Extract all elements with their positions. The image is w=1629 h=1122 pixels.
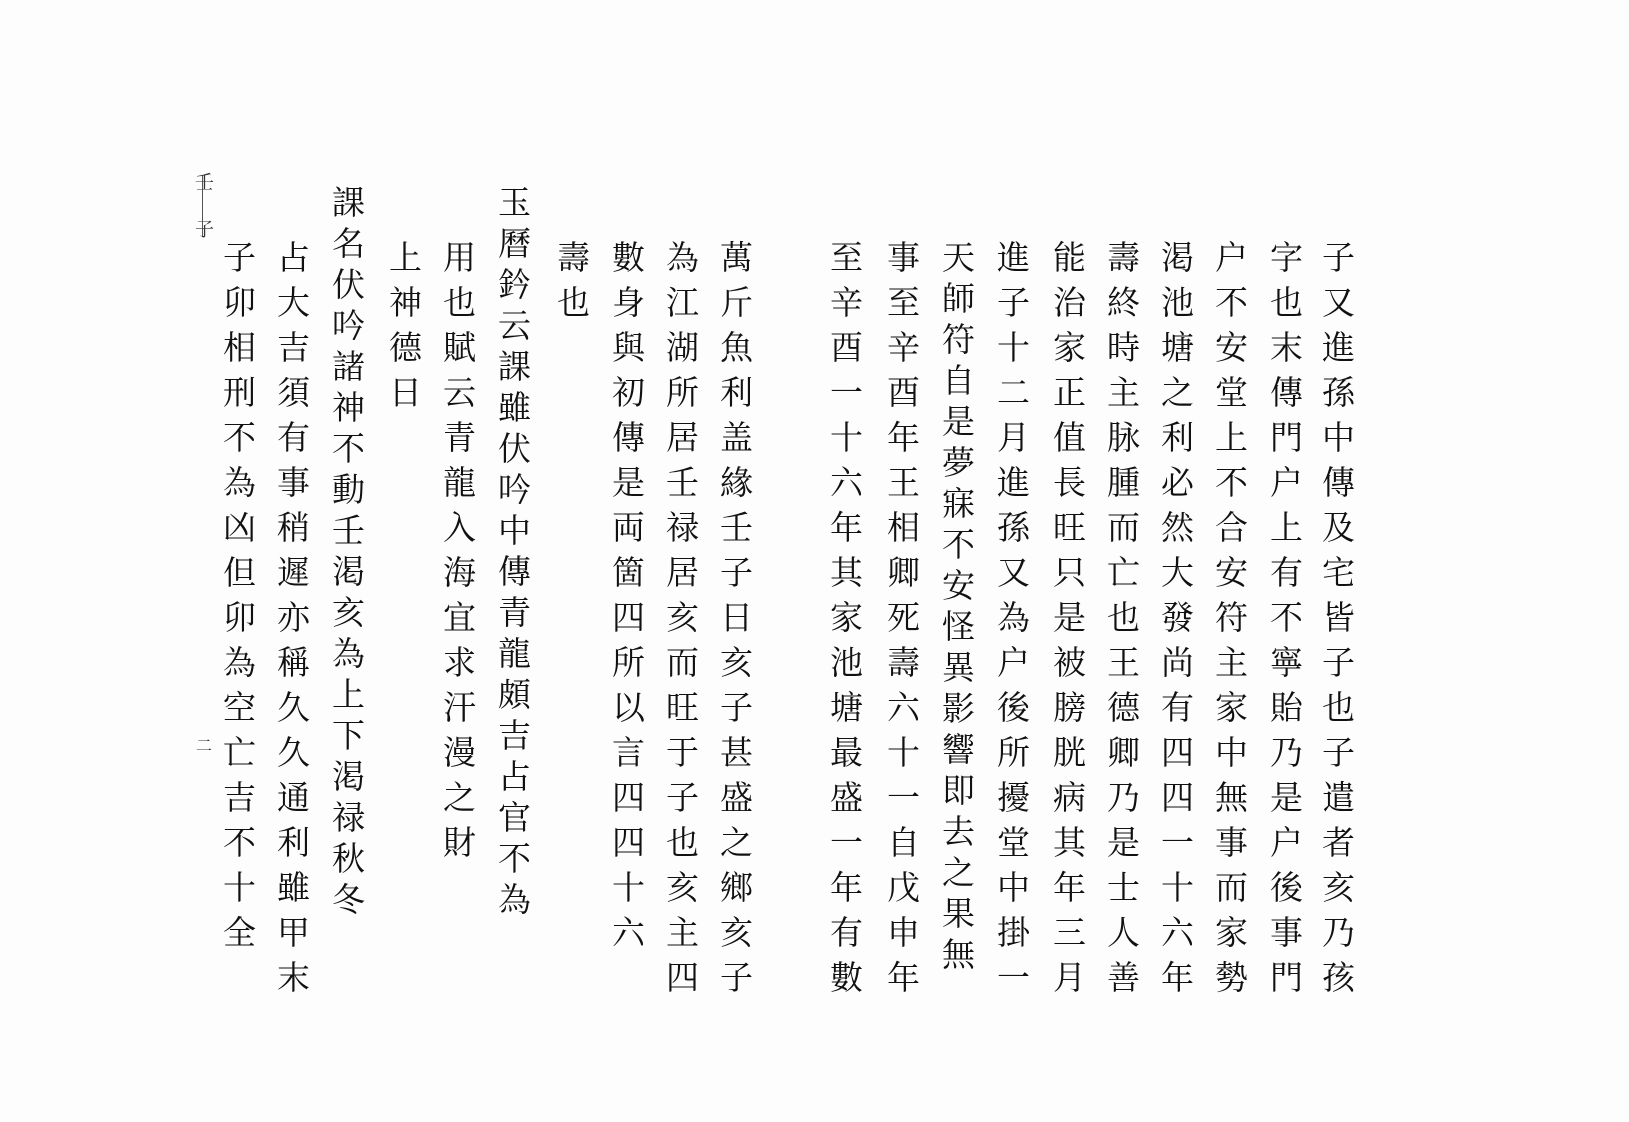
text-column-1: 子又進孫中傳及宅皆子也子遣者亥乃孩 — [1317, 240, 1356, 1005]
text-column-3: 户不安堂上不合安符主家中無事而家勢 — [1210, 240, 1249, 1005]
text-column-10: 至辛酉一十六年其家池塘最盛一年有數 — [825, 240, 864, 1005]
text-column-9: 事至辛酉年王相卿死壽六十一自戊申年 — [882, 240, 921, 1005]
text-column-13: 數身與初傳是両箇四所以言四四十六 — [607, 240, 646, 960]
text-column-15: 玉曆鈐云課雖伏吟中傳青龍頗吉占官不為 — [493, 185, 532, 923]
text-column-2: 字也末傳門户上有不寧貽乃是户後事門 — [1265, 240, 1304, 1005]
text-column-8: 天師符自是夢寐不安怪異影響即去之果無 — [937, 240, 976, 978]
text-column-19: 占大吉須有事稍遲亦稱久久通利雖甲末 — [272, 240, 311, 1005]
text-column-16: 用也賦云青龍入海宜求汗漫之財 — [438, 240, 477, 870]
text-column-11: 萬斤魚利盖緣壬子日亥子甚盛之鄉亥子 — [715, 240, 754, 1005]
text-column-12: 為江湖所居壬禄居亥而旺于子也亥主四 — [661, 240, 700, 1005]
text-column-17: 上神德日 — [384, 240, 423, 420]
margin-title: 壬子 — [192, 172, 214, 266]
text-column-20: 子卯相刑不為凶但卯為空亡吉不十全 — [218, 240, 257, 960]
page-number: 二 — [196, 736, 213, 755]
text-column-14: 壽也 — [552, 240, 591, 330]
text-column-5: 壽終時主脉腫而亡也王德卿乃是士人善 — [1102, 240, 1141, 1005]
text-column-4: 渇池塘之利必然大發尚有四四一十六年 — [1156, 240, 1195, 1005]
text-column-6: 能治家正值長旺只是被膀胱病其年三月 — [1048, 240, 1087, 1005]
text-column-18: 課名伏吟諸神不動壬渇亥為上下渇禄秋冬 — [327, 185, 366, 923]
text-column-7: 進子十二月進孫又為户後所擾堂中掛一 — [992, 240, 1031, 1005]
